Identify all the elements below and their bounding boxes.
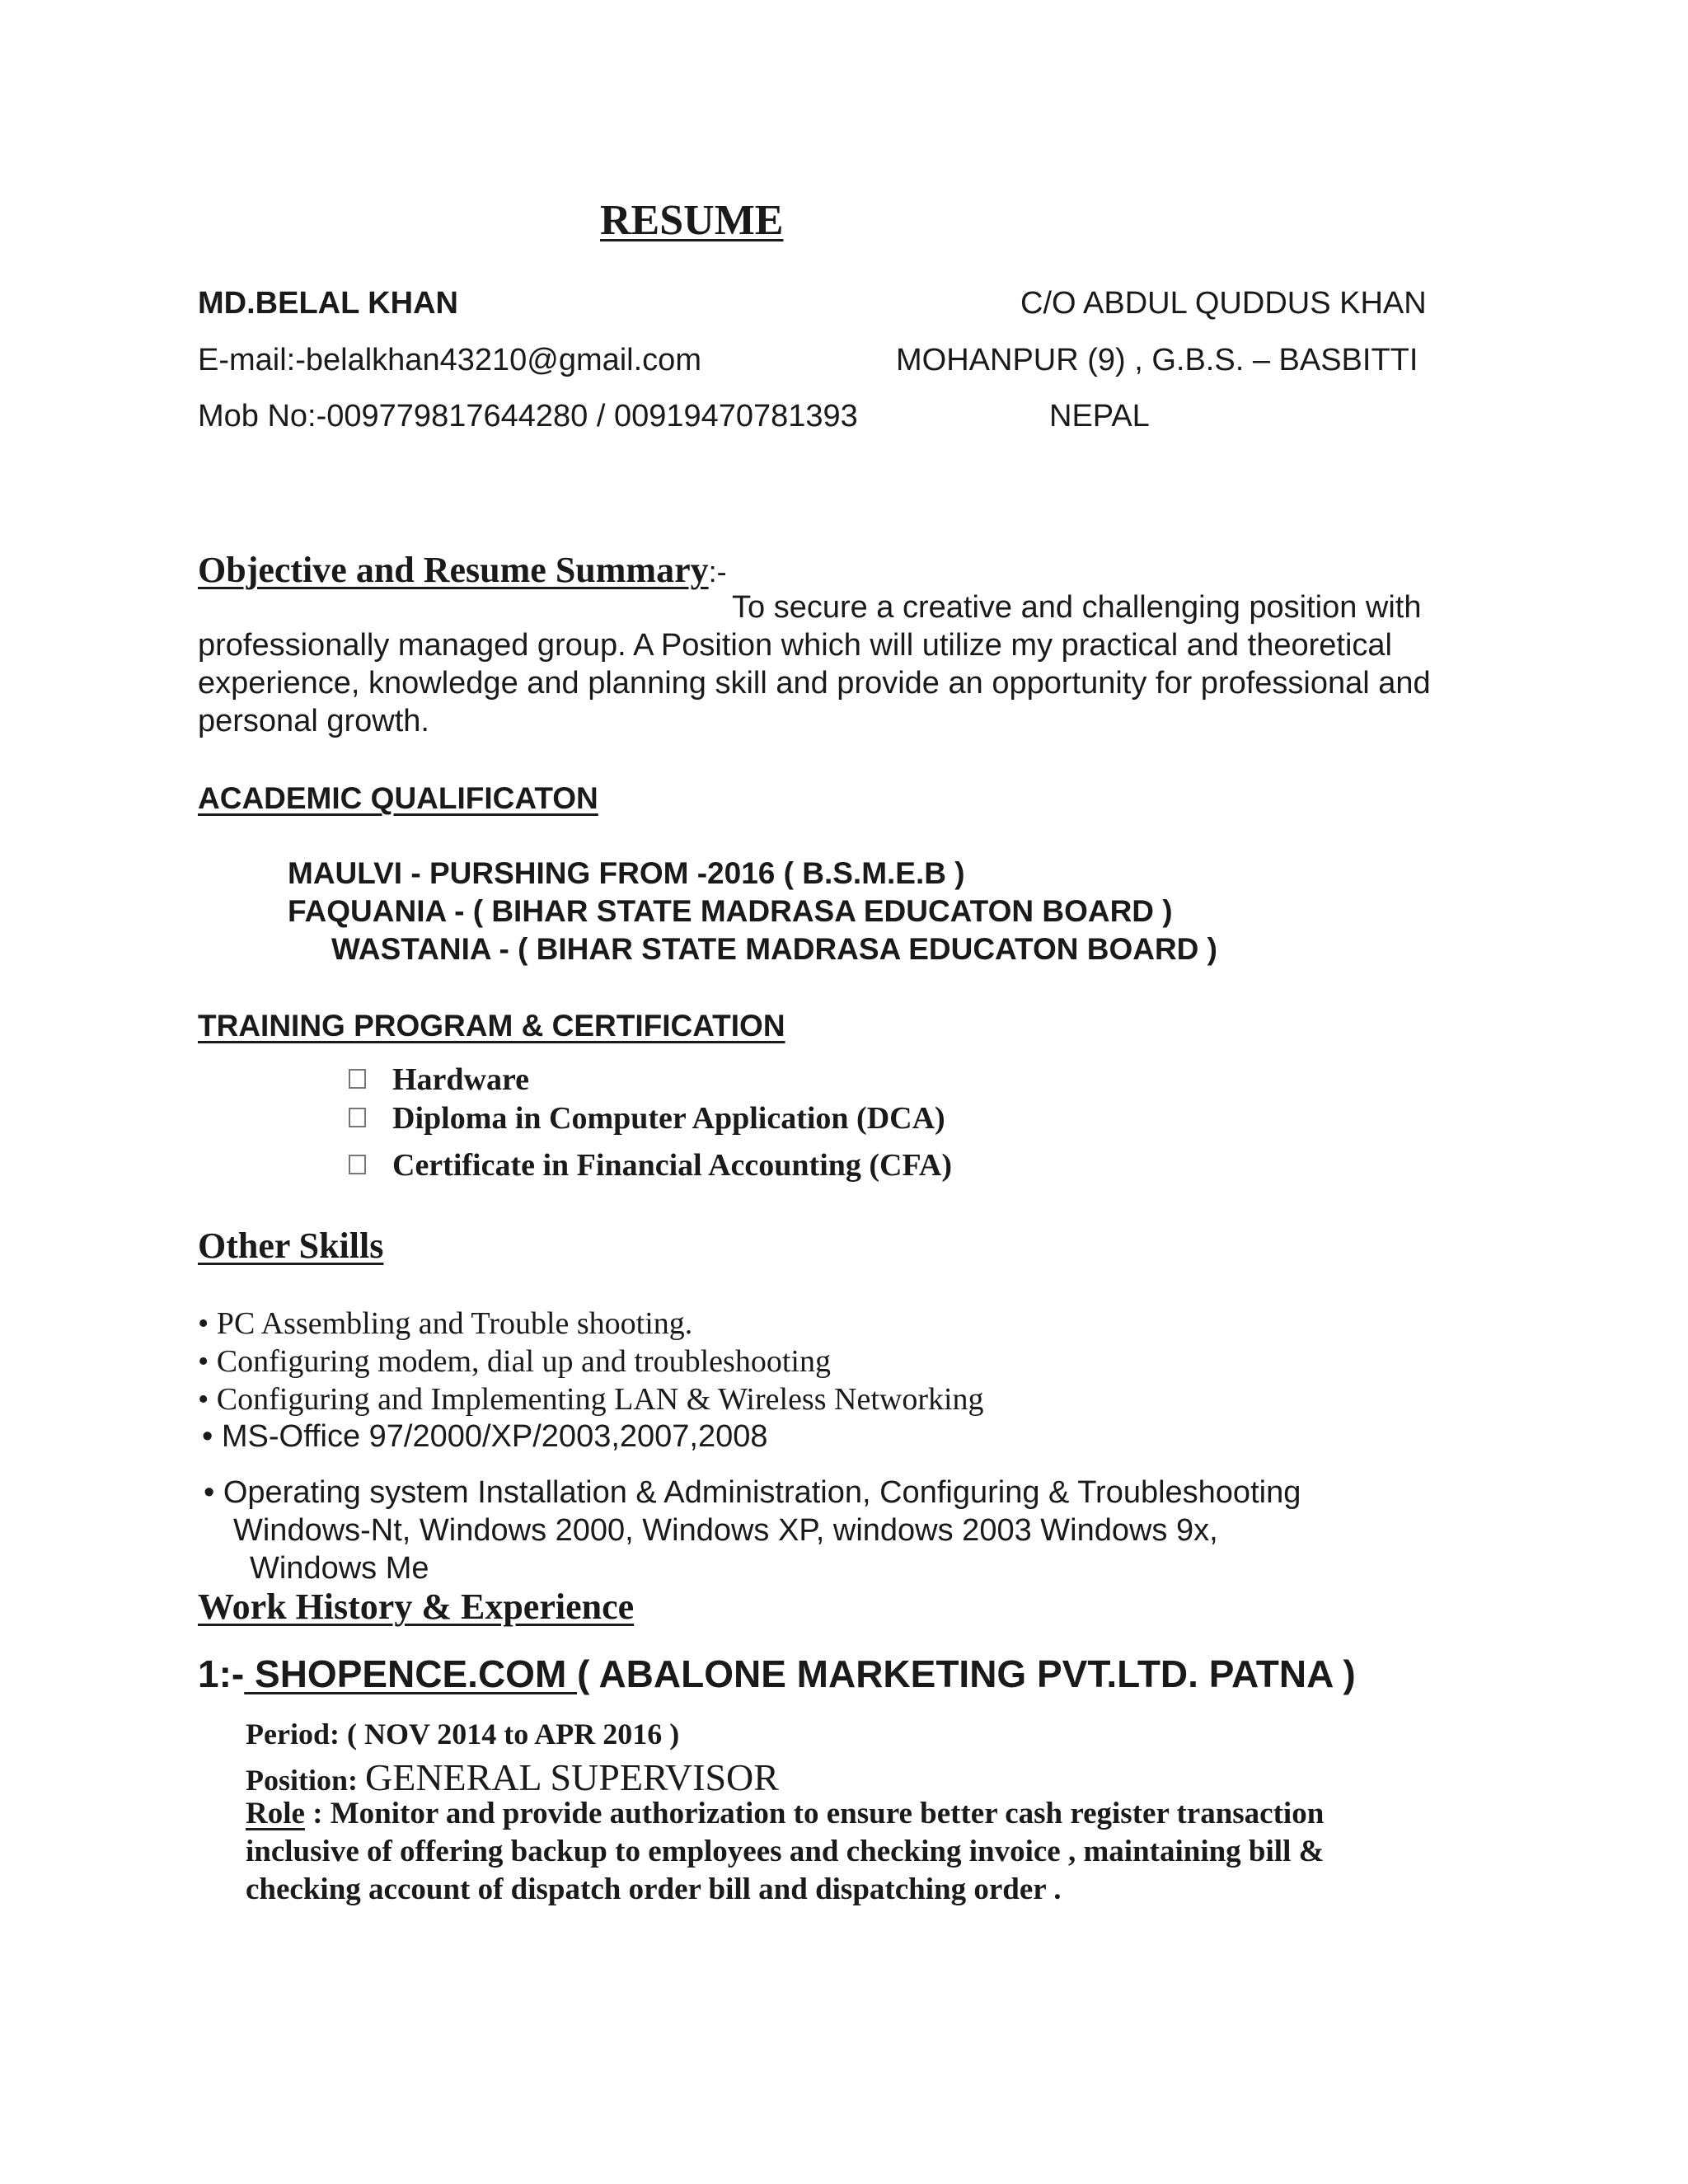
academic-item-wastania: WASTANIA - ( BIHAR STATE MADRASA EDUCATON BOARD ) (331, 932, 1217, 966)
objective-text: professionally managed group. A Position which will utilize my practical and theoretical experience, knowledge and planning skill and provide an opportunity for professional and personal growth. (198, 628, 1431, 738)
skill-item-continued: Windows-Nt, Windows 2000, Windows XP, windows 2003 Windows 9x, (233, 1513, 1218, 1548)
company-detail: ( ABALONE MARKETING PVT.LTD. PATNA ) (577, 1652, 1356, 1695)
role-label: Role (246, 1797, 305, 1830)
objective-heading-suffix: :- (708, 555, 727, 588)
address-line-1: C/O ABDUL QUDDUS KHAN (1020, 286, 1427, 321)
training-item-label: Hardware (392, 1062, 530, 1097)
academic-item-faquania: FAQUANIA - ( BIHAR STATE MADRASA EDUCATON BOARD ) (288, 894, 1173, 928)
page-title: RESUME (600, 197, 784, 244)
address-line-3: NEPAL (1049, 399, 1150, 434)
job-period: Period: ( NOV 2014 to APR 2016 ) (246, 1718, 680, 1750)
skill-item: • PC Assembling and Trouble shooting. (198, 1306, 693, 1341)
objective-heading (198, 549, 727, 591)
skill-item-continued: Windows Me (250, 1551, 429, 1586)
academic-heading: ACADEMIC QUALIFICATON (198, 781, 598, 815)
role-text: : Monitor and provide authorization to ensure better cash register transaction inclusive of offering backup to employees and checking invoice , maintaining bill & checking account of dispatch order bill and dispatching order . (246, 1797, 1325, 1906)
candidate-name: MD.BELAL KHAN (198, 286, 458, 321)
training-item (349, 1147, 952, 1183)
checkbox-icon (349, 1108, 366, 1127)
academic-item-maulvi: MAULVI - PURSHING FROM -2016 ( B.S.M.E.B ) (288, 856, 965, 890)
position-value: GENERAL SUPERVISOR (365, 1756, 779, 1798)
training-item-label: Certificate in Financial Accounting (CFA) (392, 1148, 952, 1183)
address-line-2: MOHANPUR (9) , G.B.S. – BASBITTI (896, 343, 1418, 377)
work-heading: Work History & Experience (198, 1586, 635, 1627)
email-line: E-mail:-belalkhan43210@gmail.com (198, 343, 701, 377)
checkbox-icon (349, 1155, 366, 1174)
skill-item: • Configuring and Implementing LAN & Wireless Networking (198, 1382, 984, 1417)
checkbox-icon (349, 1069, 366, 1089)
job-number: 1:- (198, 1652, 245, 1695)
skill-item: • Operating system Installation & Administration, Configuring & Troubleshooting (204, 1475, 1301, 1510)
skill-item: • MS-Office 97/2000/XP/2003,2007,2008 (202, 1419, 768, 1454)
position-label: Position: (246, 1764, 359, 1797)
objective-heading-text: Objective and Resume Summary (198, 550, 709, 590)
training-item-label: Diploma in Computer Application (DCA) (392, 1101, 945, 1136)
job-position (246, 1755, 779, 1799)
skill-item: • Configuring modem, dial up and troubleshooting (198, 1344, 831, 1379)
job-role (246, 1795, 1432, 1909)
skills-heading: Other Skills (198, 1226, 384, 1266)
objective-lead: To secure a creative and challenging position with (732, 590, 1422, 625)
training-heading: TRAINING PROGRAM & CERTIFICATION (198, 1009, 785, 1043)
training-item (349, 1062, 529, 1098)
job-title (198, 1652, 1356, 1696)
training-item (349, 1100, 945, 1137)
objective-body (198, 588, 1484, 740)
mobile-line: Mob No:-009779817644280 / 00919470781393 (198, 399, 858, 434)
company-name: SHOPENCE.COM (244, 1652, 578, 1695)
